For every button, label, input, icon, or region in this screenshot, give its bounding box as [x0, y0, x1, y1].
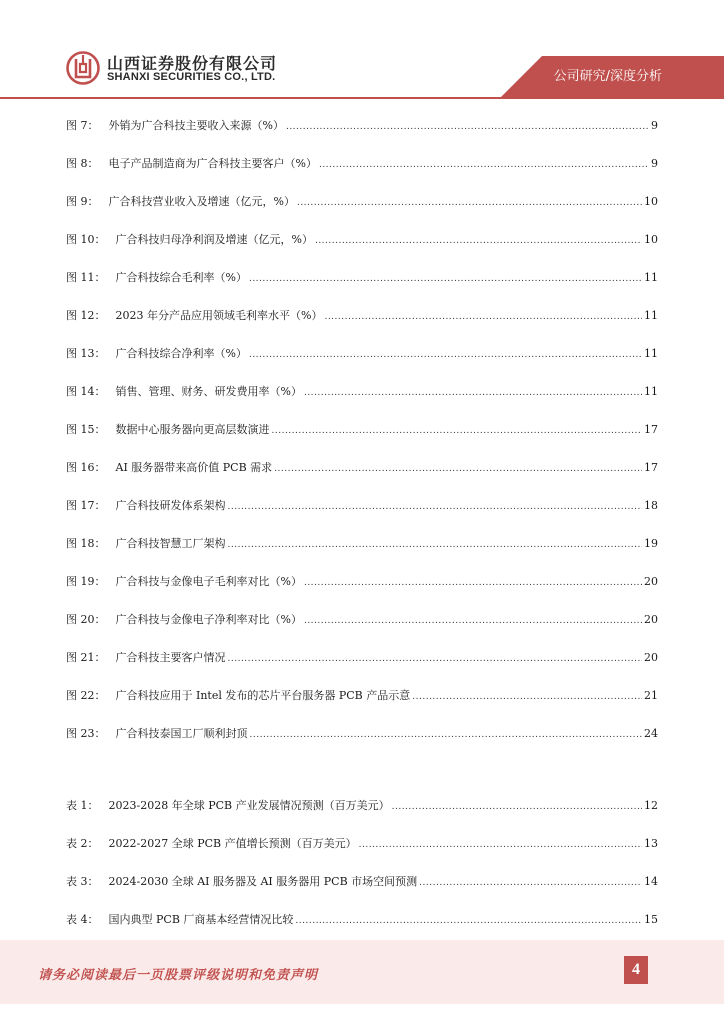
- toc-title: 电子产品制造商为广合科技主要客户（%）: [108, 157, 317, 170]
- toc-label: 图 14：: [66, 385, 106, 398]
- toc-label: 图 16：: [66, 461, 106, 474]
- figure-list: [66, 116, 658, 744]
- toc-title: 销售、管理、财务、研发费用率（%）: [115, 385, 302, 398]
- toc-page: 13: [644, 837, 658, 850]
- toc-entry[interactable]: [66, 154, 658, 174]
- toc-page: 20: [644, 613, 658, 626]
- section-spacer: [66, 744, 658, 796]
- table-of-contents: [66, 116, 658, 968]
- toc-leader: [250, 725, 643, 745]
- toc-page: 18: [644, 499, 658, 512]
- toc-title: 广合科技智慧工厂架构: [115, 537, 226, 550]
- toc-leader: [304, 383, 642, 403]
- toc-title: 2024-2030 全球 AI 服务器及 AI 服务器用 PCB 市场空间预测: [108, 875, 418, 888]
- toc-title: 广合科技营业收入及增速（亿元，%）: [108, 195, 295, 208]
- toc-leader: [359, 835, 642, 855]
- toc-page: 15: [644, 913, 658, 926]
- toc-leader: [304, 573, 642, 593]
- toc-label: 图 13：: [66, 347, 106, 360]
- toc-page: 11: [644, 309, 658, 322]
- toc-label: 图 20：: [66, 613, 106, 626]
- header-divider: [0, 97, 724, 99]
- toc-entry[interactable]: [66, 686, 658, 706]
- toc-label: 图 21：: [66, 651, 106, 664]
- toc-label: 图 11：: [66, 271, 106, 284]
- toc-label: 图 15：: [66, 423, 106, 436]
- toc-title: 外销为广合科技主要收入来源（%）: [108, 119, 284, 132]
- toc-title: 广合科技主要客户情况: [115, 651, 226, 664]
- shanxi-securities-logo-icon: [66, 51, 100, 85]
- toc-label: 图 17：: [66, 499, 106, 512]
- toc-page: 20: [644, 575, 658, 588]
- toc-entry[interactable]: [66, 116, 658, 136]
- toc-page: 24: [644, 727, 658, 740]
- toc-leader: [274, 459, 642, 479]
- toc-title: 2023 年分产品应用领域毛利率水平（%）: [115, 309, 323, 322]
- toc-title: 广合科技泰国工厂顺利封顶: [115, 727, 248, 740]
- toc-leader: [297, 193, 642, 213]
- toc-page: 9: [651, 119, 658, 132]
- toc-entry[interactable]: [66, 344, 658, 364]
- toc-title: 广合科技综合净利率（%）: [115, 347, 247, 360]
- toc-label: 图 22：: [66, 689, 106, 702]
- toc-title: 2023-2028 年全球 PCB 产业发展情况预测（百万美元）: [108, 799, 390, 812]
- toc-entry[interactable]: [66, 230, 658, 250]
- toc-leader: [272, 421, 643, 441]
- toc-label: 图 8：: [66, 157, 99, 170]
- toc-leader: [228, 649, 643, 669]
- toc-leader: [419, 873, 642, 893]
- toc-entry[interactable]: [66, 572, 658, 592]
- toc-title: 广合科技与金像电子净利率对比（%）: [115, 613, 302, 626]
- toc-entry[interactable]: [66, 496, 658, 516]
- toc-entry[interactable]: [66, 420, 658, 440]
- toc-label: 图 12：: [66, 309, 106, 322]
- toc-leader: [315, 231, 642, 251]
- toc-title: 广合科技综合毛利率（%）: [115, 271, 247, 284]
- company-name-en: SHANXI SECURITIES CO., LTD.: [107, 71, 276, 83]
- page-number: 4: [624, 956, 648, 984]
- toc-label: 表 1：: [66, 799, 99, 812]
- toc-page: 9: [651, 157, 658, 170]
- toc-entry[interactable]: [66, 610, 658, 630]
- toc-leader: [392, 797, 642, 817]
- toc-page: 17: [644, 461, 658, 474]
- toc-leader: [412, 687, 642, 707]
- toc-entry[interactable]: [66, 910, 658, 930]
- toc-label: 图 10：: [66, 233, 106, 246]
- toc-title: 国内典型 PCB 厂商基本经营情况比较: [108, 913, 294, 926]
- toc-leader: [324, 307, 642, 327]
- toc-entry[interactable]: [66, 796, 658, 816]
- toc-entry[interactable]: [66, 872, 658, 892]
- toc-label: 图 23：: [66, 727, 106, 740]
- toc-leader: [228, 497, 643, 517]
- toc-label: 表 4：: [66, 913, 99, 926]
- toc-title: 数据中心服务器向更高层数演进: [115, 423, 270, 436]
- toc-leader: [295, 911, 642, 931]
- toc-page: 14: [644, 875, 658, 888]
- toc-label: 表 2：: [66, 837, 99, 850]
- toc-entry[interactable]: [66, 192, 658, 212]
- toc-page: 11: [644, 347, 658, 360]
- toc-page: 11: [644, 385, 658, 398]
- disclaimer-notice: 请务必阅读最后一页股票评级说明和免责声明: [38, 968, 319, 983]
- toc-entry[interactable]: [66, 834, 658, 854]
- toc-page: 19: [644, 537, 658, 550]
- toc-label: 图 7：: [66, 119, 99, 132]
- toc-page: 21: [644, 689, 658, 702]
- toc-leader: [249, 345, 642, 365]
- toc-title: 广合科技与金像电子毛利率对比（%）: [115, 575, 302, 588]
- toc-page: 10: [644, 195, 658, 208]
- toc-page: 11: [644, 271, 658, 284]
- toc-leader: [228, 535, 643, 555]
- page-header: [0, 0, 724, 100]
- toc-entry[interactable]: [66, 648, 658, 668]
- toc-entry[interactable]: [66, 458, 658, 478]
- toc-title: 广合科技归母净利润及增速（亿元，%）: [115, 233, 313, 246]
- toc-page: 20: [644, 651, 658, 664]
- toc-entry[interactable]: [66, 724, 658, 744]
- toc-leader: [319, 155, 649, 175]
- toc-leader: [249, 269, 642, 289]
- toc-leader: [286, 117, 649, 137]
- toc-label: 图 19：: [66, 575, 106, 588]
- toc-entry[interactable]: [66, 534, 658, 554]
- toc-page: 10: [644, 233, 658, 246]
- company-name-cn: 山西证券股份有限公司: [107, 54, 278, 73]
- toc-title: 广合科技研发体系架构: [115, 499, 226, 512]
- toc-page: 12: [644, 799, 658, 812]
- toc-title: AI 服务器带来高价值 PCB 需求: [115, 461, 273, 474]
- toc-label: 表 3：: [66, 875, 99, 888]
- category-label: 公司研究/深度分析: [553, 69, 662, 84]
- toc-entry[interactable]: [66, 306, 658, 326]
- toc-page: 17: [644, 423, 658, 436]
- toc-title: 广合科技应用于 Intel 发布的芯片平台服务器 PCB 产品示意: [115, 689, 411, 702]
- toc-title: 2022-2027 全球 PCB 产值增长预测（百万美元）: [108, 837, 357, 850]
- toc-label: 图 18：: [66, 537, 106, 550]
- toc-entry[interactable]: [66, 268, 658, 288]
- toc-label: 图 9：: [66, 195, 99, 208]
- toc-leader: [304, 611, 642, 631]
- toc-entry[interactable]: [66, 382, 658, 402]
